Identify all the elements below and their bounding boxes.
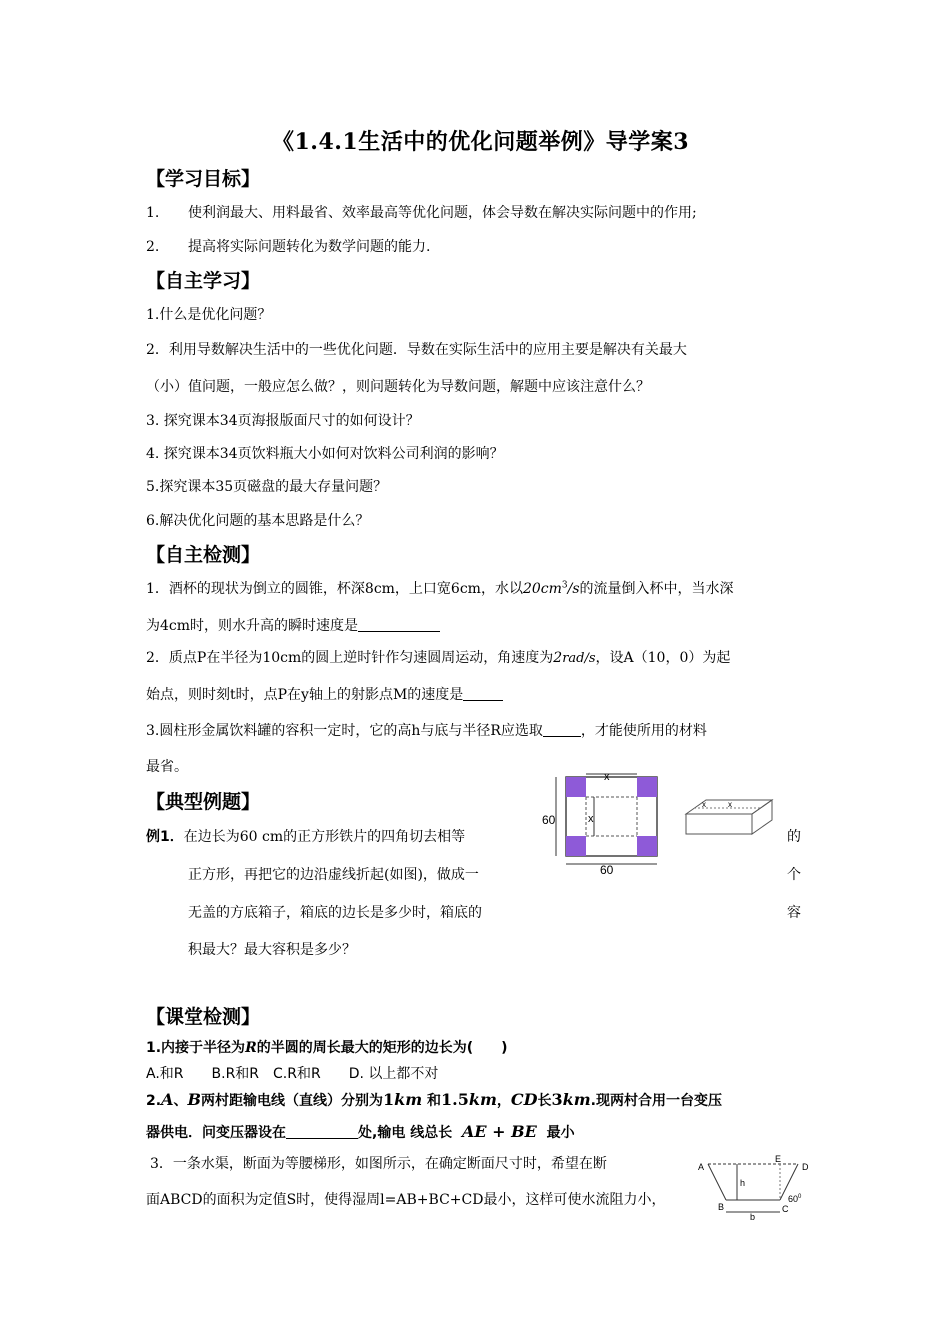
point-e-label: E (775, 1154, 782, 1164)
answer-blank[interactable] (543, 722, 581, 737)
self-study-item: （小）值问题，一般应怎么做？，则问题转化为导数问题，解题中应该注意什么？ (146, 379, 650, 395)
example-line2: 正方形，再把它的边沿虚线折起(如图)，做成一 (188, 867, 479, 883)
cut-corner (566, 836, 586, 856)
point-d-label: D (802, 1162, 809, 1172)
square-sheet-diagram (540, 770, 670, 880)
section-heading-class-check: 【课堂检测】 (146, 1006, 261, 1028)
self-study-item: 2．利用导数解决生活中的一些优化问题．导数在实际生活中的应用主要是解决有关最大 (146, 342, 687, 358)
example-line4: 积最大？最大容积是多少？ (188, 942, 356, 958)
self-check-q3-line1: 3.圆柱形金属饮料罐的容积一定时，它的高h与底与半径R应选取 ，才能使所用的材料 (146, 723, 707, 739)
goal-item: 1. 使利润最大、用料最省、效率最高等优化问题，体会导数在解决实际问题中的作用; (146, 205, 697, 221)
x-label: x (702, 800, 706, 809)
answer-blank[interactable] (358, 617, 440, 632)
class-check-q2-line2: 器供电．问变压器设在 处,输电 线总长 AE + BE 最小 (146, 1122, 575, 1141)
section-heading-goals: 【学习目标】 (146, 168, 261, 190)
self-study-item: 1.什么是优化问题？ (146, 307, 272, 323)
trapezoid-channel-diagram (694, 1150, 814, 1222)
cut-corner (637, 777, 657, 797)
section-heading-self-check: 【自主检测】 (146, 544, 261, 566)
self-study-item: 3. 探究课本34页海报版面尺寸的如何设计？ (146, 413, 420, 429)
class-check-q3-line2: 面ABCD的面积为定值S时，使得湿周l=AB+BC+CD最小，这样可使水流阻力小， (146, 1192, 666, 1208)
height-label: h (740, 1178, 746, 1188)
self-check-q2-line1: 2．质点P在半径为10cm的圆上逆时针作匀速圆周运动，角速度为2rad/s，设A（10，0）为起 (146, 650, 731, 666)
example-line3: 无盖的方底箱子，箱底的边长是多少时，箱底的 (188, 905, 482, 921)
class-check-q2-line1: 2.A、B两村距输电线（直线）分别为1km 和1.5km，CD长3km.现两村合用一台变压 (146, 1090, 722, 1109)
self-study-item: 5.探究课本35页磁盘的最大存量问题？ (146, 479, 388, 495)
section-heading-example: 【典型例题】 (146, 791, 261, 813)
cut-corner (637, 836, 657, 856)
point-a-label: A (698, 1162, 705, 1172)
self-check-q1-line1: 1．酒杯的现状为倒立的圆锥，杯深8cm，上口宽6cm，水以$20cm^3/s$的流量倒入杯中，当水深 (146, 580, 734, 597)
example-line3-end: 容 (787, 905, 801, 921)
example-line2-end: 个 (787, 867, 801, 883)
point-b-label: B (718, 1202, 725, 1212)
class-check-q1: 1.内接于半径为R的半圆的周长最大的矩形的边长为( ) (146, 1040, 508, 1056)
class-check-q3-line1: 3．一条水渠，断面为等腰梯形，如图所示，在确定断面尺寸时，希望在断 (150, 1156, 607, 1172)
side-60-label: 60 (542, 813, 556, 827)
base-60-label: 60 (600, 863, 614, 877)
x-label: x (728, 800, 732, 809)
self-check-q3-line2: 最省。 (146, 759, 188, 775)
answer-blank[interactable] (286, 1124, 358, 1139)
self-study-item: 4. 探究课本34页饮料瓶大小如何对饮料公司利润的影响？ (146, 446, 504, 462)
cut-corner (566, 777, 586, 797)
page-title: 《1.4.1生活中的优化问题举例》导学案3 (272, 129, 690, 155)
example-line1-end: 的 (787, 829, 801, 845)
x-label: x (604, 771, 610, 783)
self-study-item: 6.解决优化问题的基本思路是什么？ (146, 513, 370, 529)
class-check-q1-options: A.和R B.R和R C.R和R D. 以上都不对 (146, 1066, 439, 1082)
angle-label: $60^0$ (788, 1194, 802, 1204)
example-line1: 例1．在边长为60 cm的正方形铁片的四角切去相等 (146, 829, 466, 845)
goal-item: 2. 提高将实际问题转化为数学问题的能力. (146, 239, 431, 255)
self-check-q2-line2: 始点，则时刻t时，点P在y轴上的射影点M的速度是 (146, 684, 503, 704)
base-b-label: b (750, 1212, 756, 1222)
open-box-diagram (682, 794, 778, 840)
section-heading-self-study: 【自主学习】 (146, 270, 261, 292)
point-c-label: C (782, 1204, 789, 1214)
answer-blank[interactable] (463, 686, 503, 701)
self-check-q1-line2: 为4cm时，则水升高的瞬时速度是 (146, 615, 440, 635)
x-label: x (588, 813, 594, 825)
